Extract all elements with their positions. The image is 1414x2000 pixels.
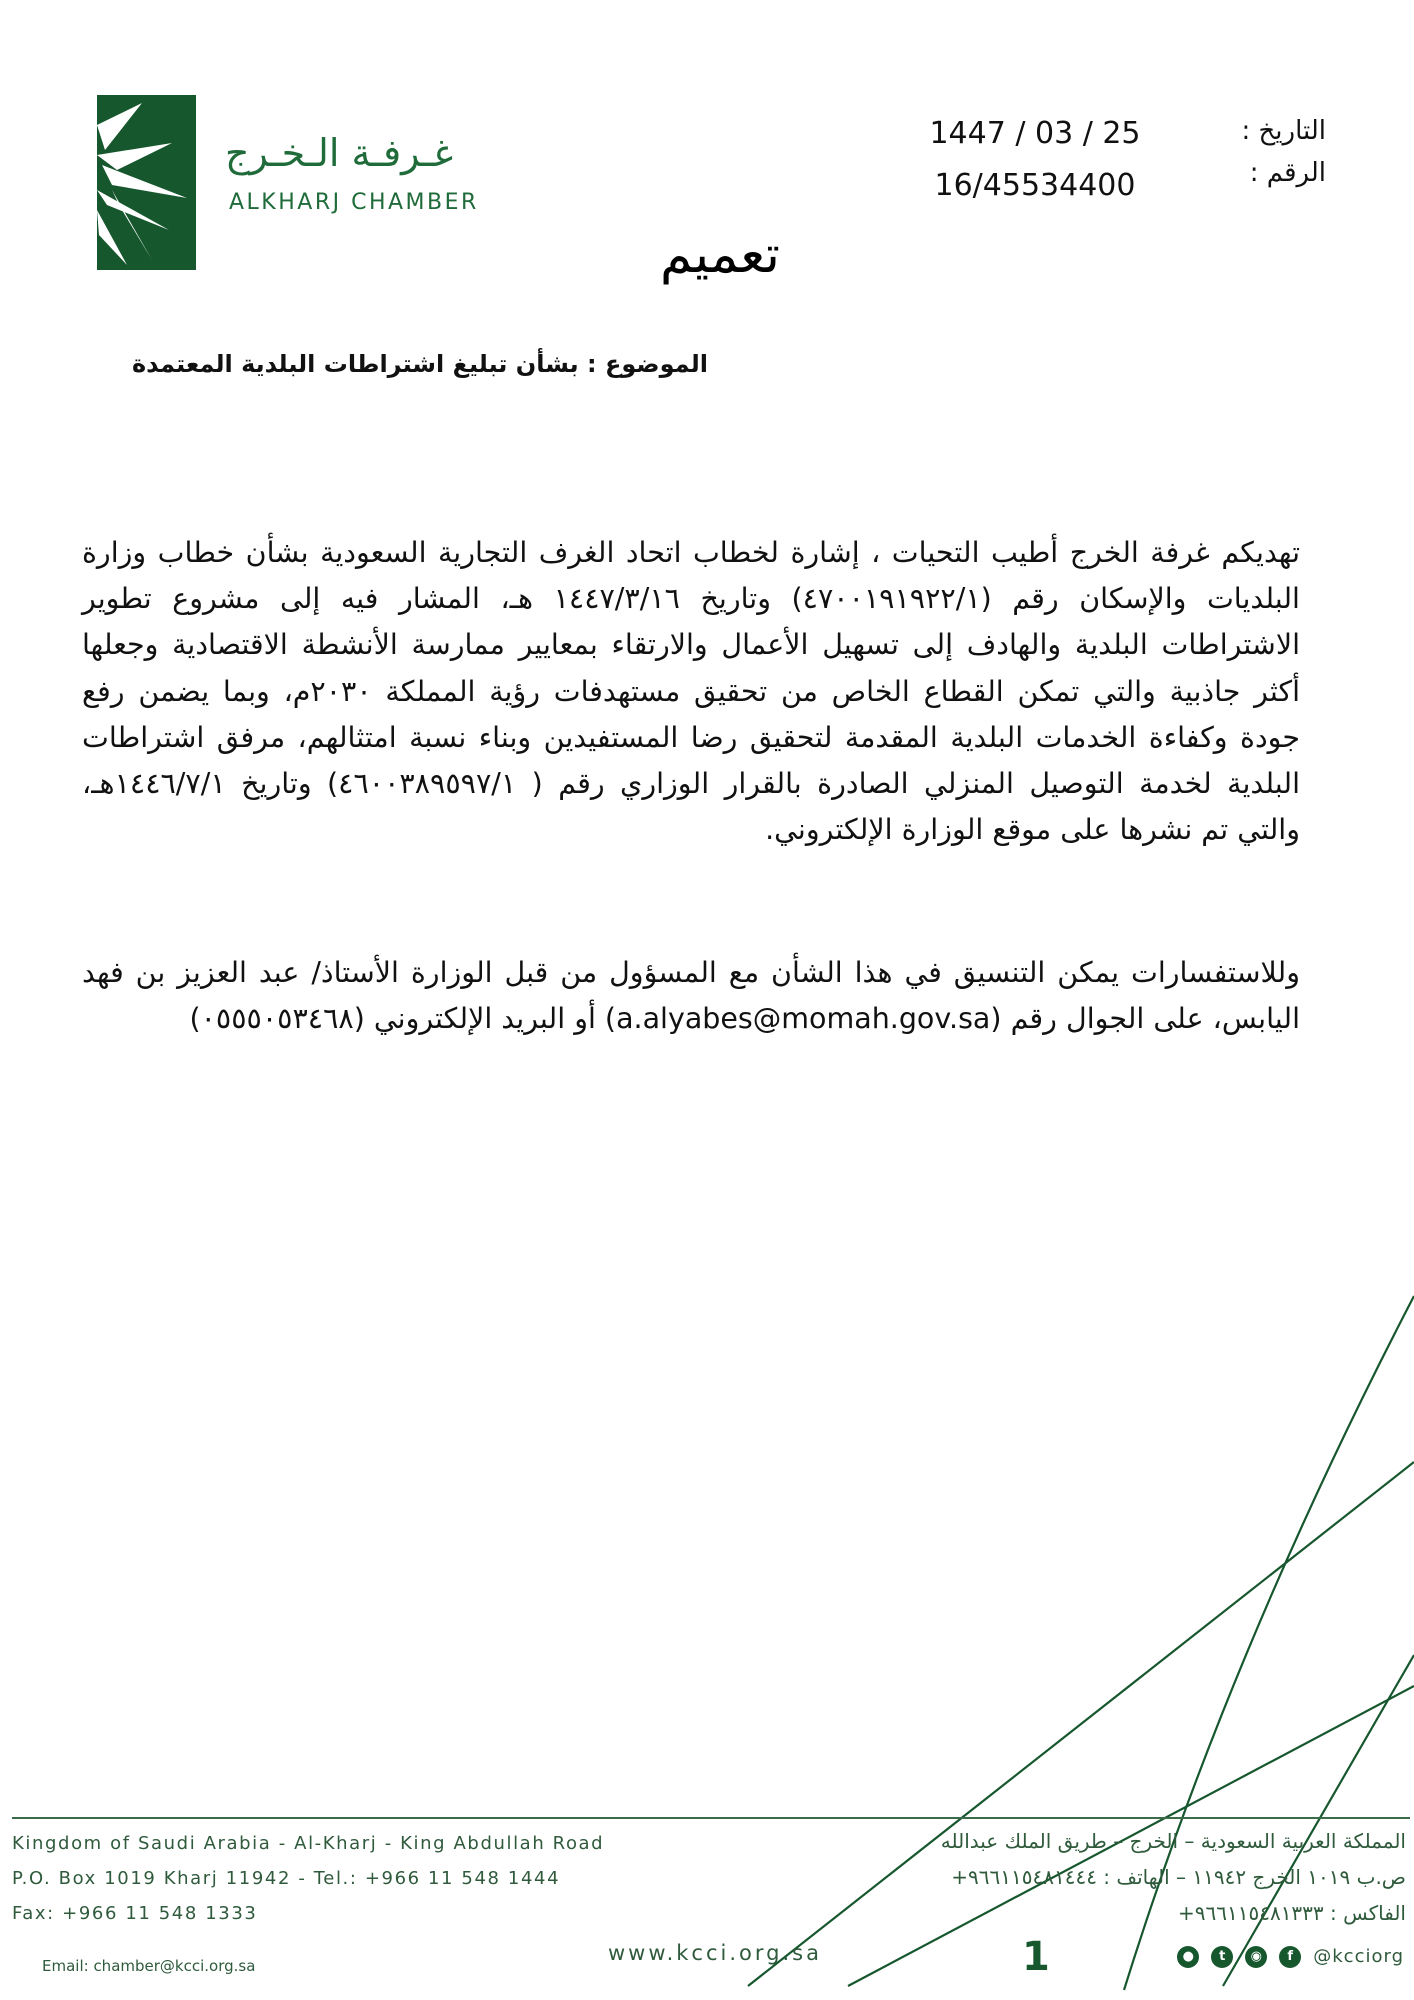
footer-address-en: Kingdom of Saudi Arabia - Al-Kharj - King Abdullah Road [12, 1833, 605, 1854]
page-number: 1 [1022, 1934, 1050, 1980]
document-subject: الموضوع : بشأن تبليغ اشتراطات البلدية المعتمدة [131, 350, 708, 378]
document-title: تعميم [660, 225, 780, 285]
logo-arabic-name: غـرفـة الـخـرج [225, 131, 454, 175]
snapchat-icon[interactable]: ● [1177, 1946, 1199, 1968]
deco-line-4 [1223, 1655, 1414, 1986]
body-paragraph-2: وللاستفسارات يمكن التنسيق في هذا الشأن مع المسؤول من قبل الوزارة الأستاذ/ عبد العزيز بن فهد اليابس، على الجوال رقم (a.alyabes@momah.gov.sa) أو البريد الإلكتروني (٠٥٥٥٠٥٣٤٦٨) [82, 956, 1300, 1036]
instagram-icon[interactable]: ◉ [1245, 1946, 1267, 1968]
twitter-icon[interactable]: t [1211, 1946, 1233, 1968]
footer-address-ar: المملكة العربية السعودية – الخرج – طريق الملك عبدالله [940, 1829, 1406, 1853]
footer-website[interactable]: www.kcci.org.sa [608, 1941, 822, 1965]
footer-pobox-en: P.O. Box 1019 Kharj 11942 - Tel.: +966 11 548 1444 [12, 1868, 561, 1889]
footer-email[interactable]: Email: chamber@kcci.org.sa [42, 1957, 256, 1975]
social-links [1177, 1945, 1404, 1969]
social-handle[interactable]: @kcciorg [1313, 1946, 1404, 1967]
number-value: 16/45534400 [934, 168, 1136, 203]
palm-frond-icon [97, 95, 196, 270]
logo-english-name: ALKHARJ CHAMBER [229, 190, 479, 215]
logo-emblem [97, 95, 196, 270]
body-paragraph-1: تهديكم غرفة الخرج أطيب التحيات ، إشارة لخطاب اتحاد الغرف التجارية السعودية بشأن خطاب وزارة البلديات والإسكان رقم (٤٧٠٠١٩١٩٢٢/١) وتاريخ ١٤٤٧/٣/١٦ هـ، المشار فيه إلى مشروع تطوير الاشتراطات البلدية والهادف إلى تسهيل الأعمال والارتقاء بمعايير ممارسة الأنشطة الاقتصادية وجعلها أكثر جاذبية والتي تمكن القطاع الخاص من تحقيق مستهدفات رؤية المملكة ٢٠٣٠م، وبما يضمن رفع جودة وكفاءة الخدمات البلدية المقدمة لتحقيق رضا المستفيدين وبناء نسبة امتثالهم، مرفق اشتراطات البلدية لخدمة التوصيل المنزلي الصادرة بالقرار الوزاري رقم ( ٤٦٠٠٣٨٩٥٩٧/١) وتاريخ ١٤٤٦/٧/١هـ، والتي تم نشرها على موقع الوزارة الإلكتروني. [82, 536, 1300, 847]
footer-fax-ar: الفاكس : ٩٦٦١١٥٤٨١٣٣٣+ [1177, 1901, 1406, 1925]
facebook-icon[interactable]: f [1279, 1946, 1301, 1968]
footer-pobox-ar: ص.ب ١٠١٩ الخرج ١١٩٤٢ – الهاتف : ٩٦٦١١٥٤٨١٤٤٤+ [951, 1865, 1406, 1889]
footer-fax-en: Fax: +966 11 548 1333 [12, 1903, 258, 1924]
date-label: التاريخ : [1241, 116, 1326, 146]
footer-divider [12, 1817, 1410, 1819]
date-value: 1447 / 03 / 25 [929, 116, 1141, 151]
number-label: الرقم : [1249, 158, 1326, 188]
